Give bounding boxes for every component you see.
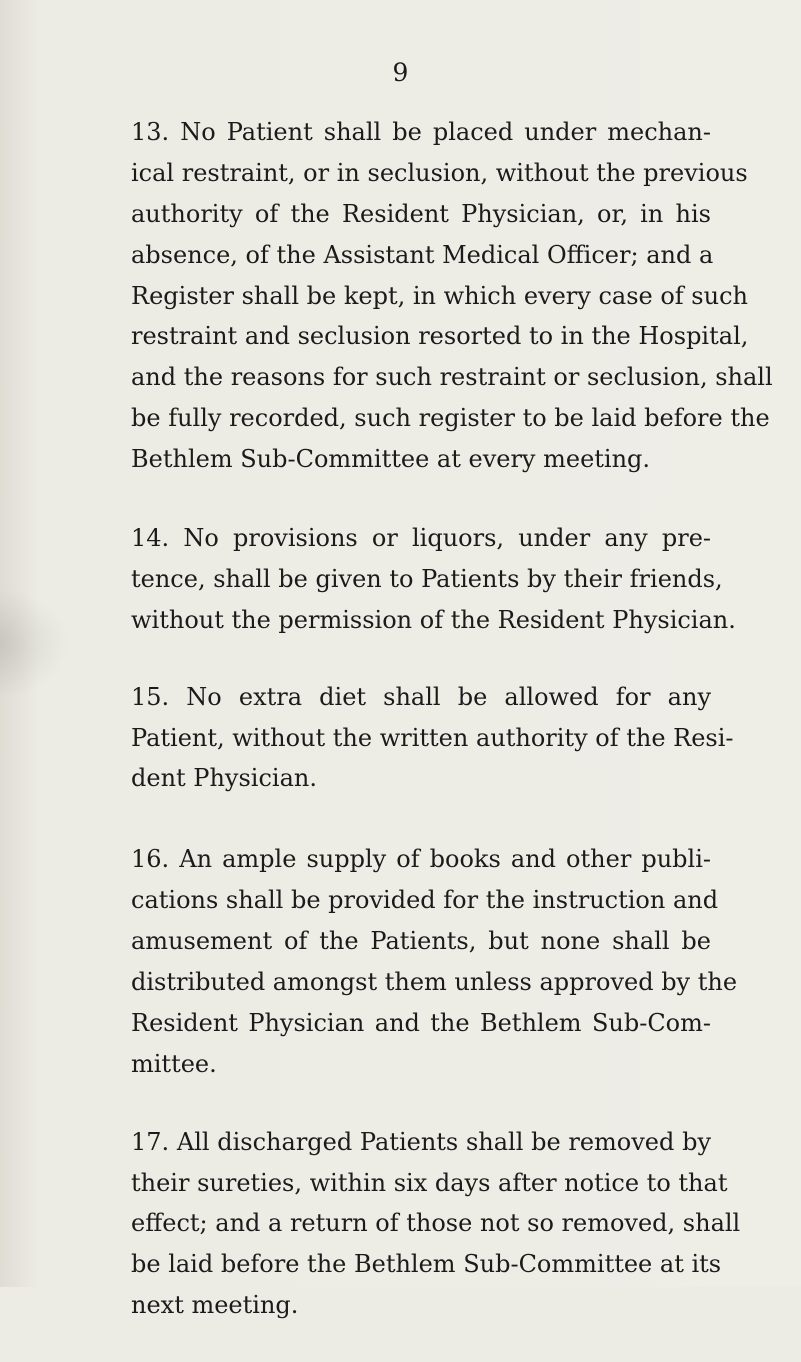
paragraph-15 xyxy=(131,677,734,800)
text-line: amusement of the Patients, but none shall be xyxy=(131,927,711,956)
paragraph-16 xyxy=(131,839,738,1084)
paragraph-14 xyxy=(131,518,736,641)
text-line: dent Physician. xyxy=(131,764,317,793)
text-line: be laid before the Bethlem Sub-Committee at its xyxy=(131,1250,722,1279)
text-line: tence, shall be given to Patients by their friends, xyxy=(131,564,723,593)
text-line: restraint and seclusion resorted to in the Hospital, xyxy=(131,322,749,351)
text-line: Patient, without the written authority of the Resi- xyxy=(131,723,734,752)
text-line: Register shall be kept, in which every case of such xyxy=(131,281,748,310)
paragraph-17 xyxy=(131,1122,741,1326)
text-line: mittee. xyxy=(131,1049,217,1078)
text-line: be fully recorded, such register to be laid before the xyxy=(131,404,770,433)
text-line: Bethlem Sub-Committee at every meeting. xyxy=(131,445,651,474)
text-line: authority of the Resident Physician, or, in his xyxy=(131,199,711,228)
text-line: without the permission of the Resident Physician. xyxy=(131,605,736,634)
text-line: next meeting. xyxy=(131,1291,299,1320)
text-line: and the reasons for such restraint or seclusion, shall xyxy=(131,363,773,392)
text-line: effect; and a return of those not so removed, shall xyxy=(131,1209,741,1238)
text-line: 14. No provisions or liquors, under any pre- xyxy=(131,524,711,553)
text-line: cations shall be provided for the instruction and xyxy=(131,886,719,915)
text-line: their sureties, within six days after notice to that xyxy=(131,1168,728,1197)
paragraph-13 xyxy=(131,112,773,480)
text-line: absence, of the Assistant Medical Officer; and a xyxy=(131,240,714,269)
text-line: 13. No Patient shall be placed under mechan- xyxy=(131,118,711,146)
text-line: 16. An ample supply of books and other publi- xyxy=(131,845,711,874)
text-line: 17. All discharged Patients shall be removed by xyxy=(131,1127,711,1156)
text-line: ical restraint, or in seclusion, without the previous xyxy=(131,158,748,187)
body-text xyxy=(131,112,773,1362)
page-number: 9 xyxy=(392,58,409,87)
text-line: 15. No extra diet shall be allowed for any xyxy=(131,682,711,711)
text-line: distributed amongst them unless approved by the xyxy=(131,968,738,997)
text-line: Resident Physician and the Bethlem Sub-Com- xyxy=(131,1008,711,1037)
